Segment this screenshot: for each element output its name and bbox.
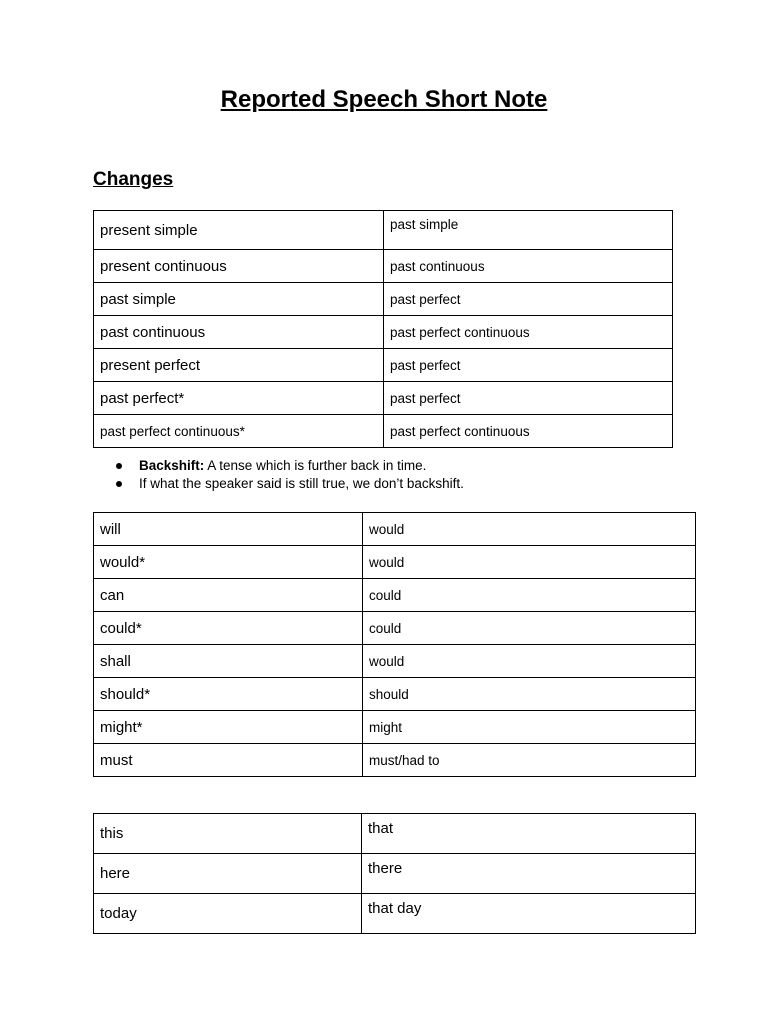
tense-to: past perfect — [384, 382, 673, 415]
tense-to: past perfect continuous — [384, 415, 673, 448]
time-place-change-table — [93, 813, 696, 934]
modal-to: must/had to — [363, 744, 696, 777]
tense-to: past perfect — [384, 349, 673, 382]
table-row — [94, 612, 696, 645]
tense-from: present perfect — [94, 349, 384, 382]
tense-from: present continuous — [94, 250, 384, 283]
word-from: today — [94, 894, 362, 934]
list-item — [116, 457, 464, 475]
tense-to: past simple — [384, 211, 673, 250]
word-to: that day — [362, 894, 696, 934]
table-row — [94, 316, 673, 349]
modal-from: would* — [94, 546, 363, 579]
table-row — [94, 513, 696, 546]
word-from: this — [94, 814, 362, 854]
table-row — [94, 579, 696, 612]
still-true-note: If what the speaker said is still true, we don’t backshift. — [139, 476, 464, 491]
modal-from: should* — [94, 678, 363, 711]
notes-list — [116, 457, 464, 493]
word-to: that — [362, 814, 696, 854]
modal-to: might — [363, 711, 696, 744]
page-title: Reported Speech Short Note — [220, 86, 548, 113]
table-row — [94, 283, 673, 316]
modal-to: would — [363, 645, 696, 678]
table-row — [94, 814, 696, 854]
modal-to: would — [363, 546, 696, 579]
tense-from: past simple — [94, 283, 384, 316]
word-to: there — [362, 854, 696, 894]
table-row — [94, 711, 696, 744]
backshift-definition: A tense which is further back in time. — [207, 458, 427, 473]
modal-to: should — [363, 678, 696, 711]
tense-to: past continuous — [384, 250, 673, 283]
bullet-icon — [116, 481, 122, 487]
modal-from: must — [94, 744, 363, 777]
table-row — [94, 645, 696, 678]
list-item — [116, 475, 464, 493]
tense-from: past perfect* — [94, 382, 384, 415]
tense-from: past perfect continuous* — [94, 415, 384, 448]
modal-from: will — [94, 513, 363, 546]
section-heading-changes: Changes — [93, 169, 174, 190]
word-from: here — [94, 854, 362, 894]
table-row — [94, 894, 696, 934]
modal-from: can — [94, 579, 363, 612]
table-row — [94, 415, 673, 448]
modal-to: could — [363, 612, 696, 645]
table-row — [94, 854, 696, 894]
modal-from: might* — [94, 711, 363, 744]
tense-to: past perfect — [384, 283, 673, 316]
table-row — [94, 382, 673, 415]
table-row — [94, 546, 696, 579]
tense-to: past perfect continuous — [384, 316, 673, 349]
tense-change-table — [93, 210, 673, 448]
table-row — [94, 678, 696, 711]
modal-to: could — [363, 579, 696, 612]
bullet-icon — [116, 463, 122, 469]
table-row — [94, 349, 673, 382]
table-row — [94, 211, 673, 250]
tense-from: past continuous — [94, 316, 384, 349]
modal-change-table — [93, 512, 696, 777]
tense-from: present simple — [94, 211, 384, 250]
table-row — [94, 250, 673, 283]
modal-from: shall — [94, 645, 363, 678]
backshift-term: Backshift: — [139, 458, 205, 473]
table-row — [94, 744, 696, 777]
modal-from: could* — [94, 612, 363, 645]
modal-to: would — [363, 513, 696, 546]
